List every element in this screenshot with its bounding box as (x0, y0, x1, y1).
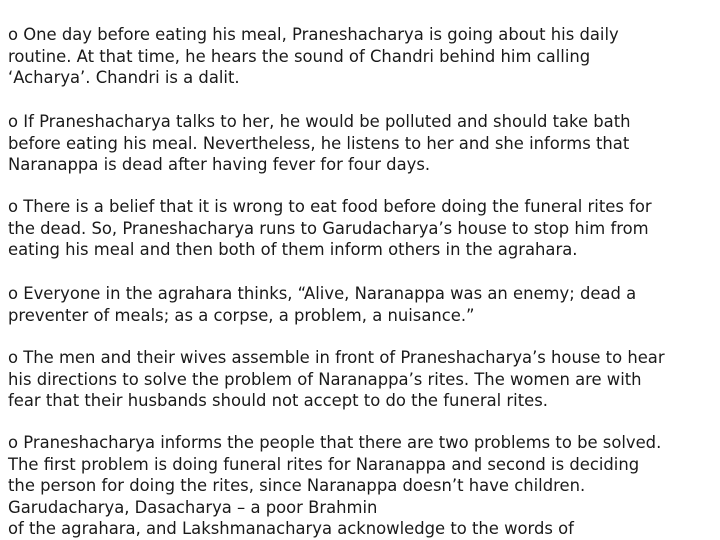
paragraph-text: One day before eating his meal, Praneshacharya is going about his daily routine. At that time, he hears the sound of Chandri behind him calling ‘Acharya’. Chandri is a dalit. (8, 25, 619, 87)
bullet-marker: o (8, 197, 19, 216)
paragraph-text: There is a belief that it is wrong to eat food before doing the funeral rites for the dead. So, Praneshacharya runs to Garudacharya’s house to stop him from eating his meal and then both of them inform others in the agrahara. (8, 197, 652, 259)
paragraph-text: The men and their wives assemble in front of Praneshacharya’s house to hear his directions to solve the problem of Naranappa’s rites. The women are with fear that their husbands should not accept to do the funeral rites. (8, 348, 665, 410)
bullet-paragraph-6 (8, 432, 708, 540)
bullet-paragraph-5 (8, 347, 708, 412)
bullet-marker: o (8, 112, 19, 131)
bullet-marker: o (8, 25, 19, 44)
bullet-paragraph-3 (8, 196, 708, 261)
bullet-marker: o (8, 284, 19, 303)
paragraph-text: Praneshacharya informs the people that there are two problems to be solved. The first problem is doing funeral rites for Naranappa and second is deciding the person for doing the rites, since Naranappa doesn’t have children. Garudacharya, Dasacharya – a poor Brahmin of the agrahara, and Lakshmanacharya acknowledge to the words of (8, 433, 662, 538)
paragraph-text: If Praneshacharya talks to her, he would be polluted and should take bath before eating his meal. Nevertheless, he listens to her and she informs that Naranappa is dead after having fever for four days. (8, 112, 631, 174)
bullet-paragraph-1 (8, 24, 708, 89)
bullet-marker: o (8, 348, 19, 367)
bullet-paragraph-2 (8, 111, 708, 176)
bullet-paragraph-4 (8, 283, 708, 326)
bullet-marker: o (8, 433, 19, 452)
paragraph-text: Everyone in the agrahara thinks, “Alive, Naranappa was an enemy; dead a preventer of meals; as a corpse, a problem, a nuisance.” (8, 284, 637, 325)
